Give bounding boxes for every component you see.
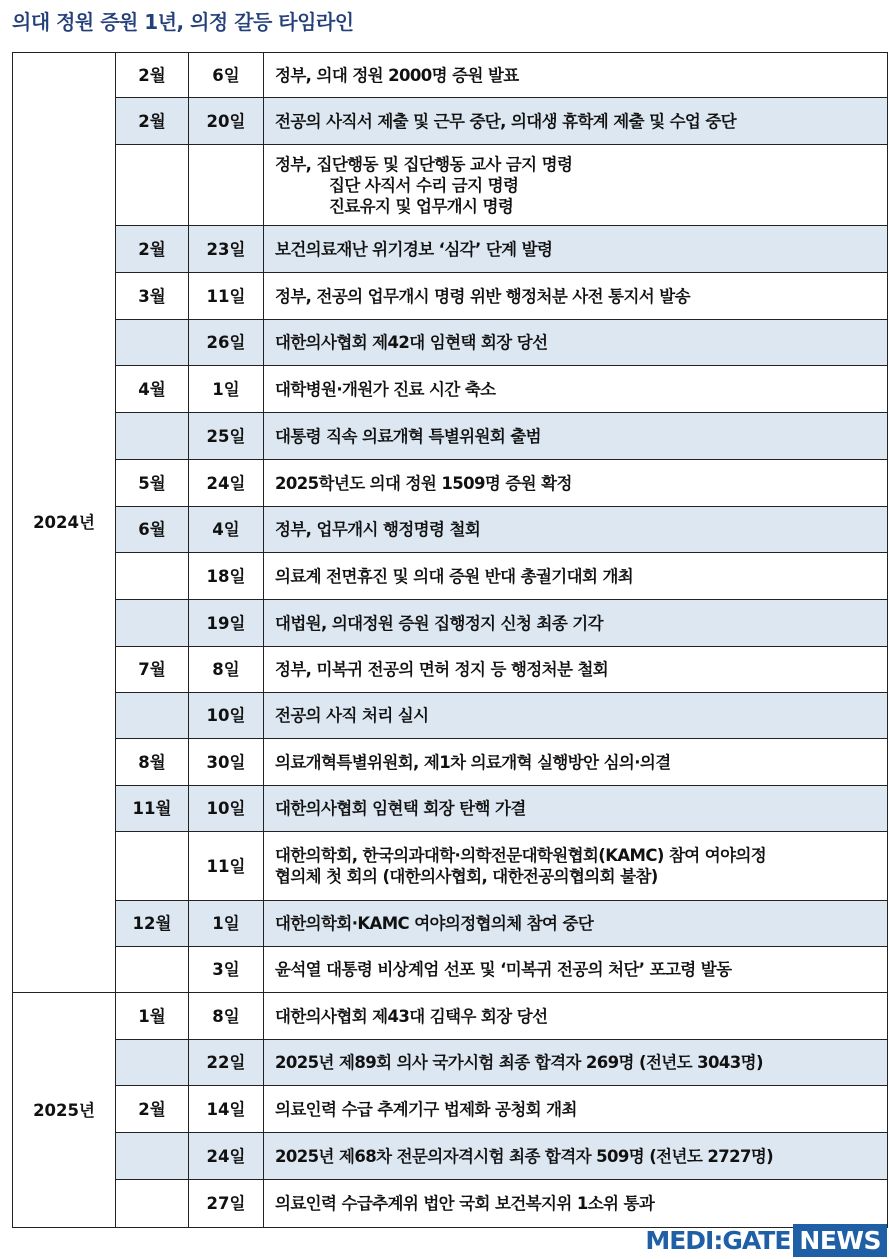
event-text: 2025년 제68차 전문의자격시험 최종 합격자 509명 (전년도 2727명) — [275, 1146, 774, 1166]
timeline-row — [13, 553, 888, 600]
event-cell — [264, 693, 888, 739]
day-cell: 19일 — [189, 600, 264, 647]
event-text: 2025학년도 의대 정원 1509명 증원 확정 — [275, 473, 572, 493]
timeline-row — [13, 739, 888, 786]
event-text: 보건의료재난 위기경보 ‘심각’ 단계 발령 — [275, 239, 553, 259]
timeline-row — [13, 366, 888, 413]
month-cell — [116, 832, 189, 901]
event-cell — [264, 993, 888, 1040]
event-text: 대통령 직속 의료개혁 특별위원회 출범 — [275, 426, 542, 446]
month-cell — [116, 1040, 189, 1086]
month-cell: 12월 — [116, 901, 189, 947]
timeline-row — [13, 693, 888, 739]
day-cell: 8일 — [189, 993, 264, 1040]
event-text: 대한의사협회 임현택 회장 탄핵 가결 — [275, 799, 526, 818]
day-cell: 18일 — [189, 553, 264, 600]
month-cell — [116, 600, 189, 647]
month-cell: 2월 — [116, 98, 189, 145]
month-cell: 5월 — [116, 460, 189, 507]
month-cell: 2월 — [116, 1086, 189, 1133]
event-text: 정부, 전공의 업무개시 명령 위반 행정처분 사전 통지서 발송 — [275, 286, 690, 306]
year-cell: 2025년 — [13, 993, 116, 1228]
timeline-row — [13, 273, 888, 320]
month-cell — [116, 145, 189, 226]
day-cell: 10일 — [189, 786, 264, 832]
event-text: 정부, 업무개시 행정명령 철회 — [275, 520, 481, 539]
event-text: 의료계 전면휴진 및 의대 증원 반대 총궐기대회 개최 — [275, 566, 634, 586]
day-cell: 6일 — [189, 53, 264, 98]
month-cell — [116, 1133, 189, 1180]
event-cell — [264, 320, 888, 366]
month-cell: 8월 — [116, 739, 189, 786]
month-cell: 7월 — [116, 647, 189, 693]
timeline-row — [13, 1086, 888, 1133]
event-cell — [264, 460, 888, 507]
timeline-row — [13, 647, 888, 693]
day-cell: 1일 — [189, 901, 264, 947]
timeline-row — [13, 145, 888, 226]
timeline-table — [12, 52, 888, 1228]
month-cell: 1월 — [116, 993, 189, 1040]
event-text: 진료유지 및 업무개시 명령 — [329, 196, 514, 216]
event-text: 2025년 제89회 의사 국가시험 최종 합격자 269명 (전년도 3043명) — [275, 1053, 763, 1072]
day-cell: 23일 — [189, 226, 264, 273]
timeline-row — [13, 413, 888, 460]
event-cell — [264, 53, 888, 98]
event-cell — [264, 366, 888, 413]
event-text: 대법원, 의대정원 증원 집행정지 신청 최종 기각 — [275, 613, 603, 633]
event-cell — [264, 832, 888, 901]
event-cell — [264, 1040, 888, 1086]
event-text: 의료개혁특별위원회, 제1차 의료개혁 실행방안 심의·의결 — [275, 752, 671, 772]
event-cell — [264, 145, 888, 226]
event-text: 대학병원·개원가 진료 시간 축소 — [275, 379, 496, 399]
day-cell — [189, 145, 264, 226]
month-cell — [116, 413, 189, 460]
day-cell: 22일 — [189, 1040, 264, 1086]
day-cell: 26일 — [189, 320, 264, 366]
event-cell — [264, 739, 888, 786]
timeline-row — [13, 832, 888, 901]
day-cell: 27일 — [189, 1180, 264, 1228]
event-cell — [264, 1133, 888, 1180]
event-cell — [264, 226, 888, 273]
event-text: 전공의 사직 처리 실시 — [275, 706, 429, 725]
page-title: 의대 정원 증원 1년, 의정 갈등 타임라인 — [12, 10, 354, 34]
day-cell: 25일 — [189, 413, 264, 460]
event-cell — [264, 1086, 888, 1133]
year-cell: 2024년 — [13, 53, 116, 993]
logo-text-medigate: MEDI:GATE — [645, 1226, 791, 1255]
day-cell: 24일 — [189, 1133, 264, 1180]
event-cell — [264, 553, 888, 600]
timeline-row — [13, 600, 888, 647]
event-text: 대한의학회·KAMC 여야의정협의체 참여 중단 — [275, 914, 594, 933]
day-cell: 3일 — [189, 947, 264, 993]
logo-text-news: NEWS — [793, 1224, 887, 1257]
timeline-row — [13, 947, 888, 993]
timeline-row — [13, 320, 888, 366]
timeline-row — [13, 226, 888, 273]
month-cell: 4월 — [116, 366, 189, 413]
timeline-row — [13, 993, 888, 1040]
month-cell: 3월 — [116, 273, 189, 320]
event-cell — [264, 98, 888, 145]
event-text: 정부, 의대 정원 2000명 증원 발표 — [275, 65, 519, 85]
event-text: 대한의사협회 제42대 임현택 회장 당선 — [275, 333, 548, 352]
month-cell — [116, 553, 189, 600]
event-cell — [264, 273, 888, 320]
day-cell: 30일 — [189, 739, 264, 786]
timeline-row — [13, 1180, 888, 1228]
month-cell: 2월 — [116, 226, 189, 273]
day-cell: 14일 — [189, 1086, 264, 1133]
timeline-row — [13, 1133, 888, 1180]
event-text: 대한의사협회 제43대 김택우 회장 당선 — [275, 1006, 548, 1026]
month-cell — [116, 947, 189, 993]
month-cell: 6월 — [116, 507, 189, 553]
month-cell — [116, 320, 189, 366]
event-text: 전공의 사직서 제출 및 근무 중단, 의대생 휴학계 제출 및 수업 중단 — [275, 111, 737, 131]
event-text: 의료인력 수급추계위 법안 국회 보건복지위 1소위 통과 — [275, 1194, 655, 1213]
timeline-row — [13, 460, 888, 507]
timeline-row — [13, 507, 888, 553]
event-text: 정부, 집단행동 및 집단행동 교사 금지 명령 — [275, 154, 573, 174]
day-cell: 11일 — [189, 273, 264, 320]
timeline-row — [13, 1040, 888, 1086]
event-cell — [264, 947, 888, 993]
event-cell — [264, 786, 888, 832]
event-text: 정부, 미복귀 전공의 면허 정지 등 행정처분 철회 — [275, 660, 609, 679]
day-cell: 20일 — [189, 98, 264, 145]
day-cell: 10일 — [189, 693, 264, 739]
medigate-news-logo — [645, 1224, 887, 1257]
timeline-row — [13, 786, 888, 832]
timeline-row — [13, 901, 888, 947]
day-cell: 4일 — [189, 507, 264, 553]
event-text: 의료인력 수급 추계기구 법제화 공청회 개최 — [275, 1099, 577, 1119]
day-cell: 24일 — [189, 460, 264, 507]
day-cell: 8일 — [189, 647, 264, 693]
event-cell — [264, 647, 888, 693]
month-cell: 2월 — [116, 53, 189, 98]
event-text: 윤석열 대통령 비상계엄 선포 및 ‘미복귀 전공의 처단’ 포고령 발동 — [275, 960, 732, 979]
event-text: 협의체 첫 회의 (대한의사협회, 대한전공의협의회 불참) — [275, 867, 658, 886]
event-text: 집단 사직서 수리 금지 명령 — [329, 175, 519, 195]
event-cell — [264, 600, 888, 647]
event-cell — [264, 901, 888, 947]
timeline-row — [13, 98, 888, 145]
month-cell — [116, 1180, 189, 1228]
timeline-row — [13, 53, 888, 98]
month-cell: 11월 — [116, 786, 189, 832]
day-cell: 11일 — [189, 832, 264, 901]
event-cell — [264, 413, 888, 460]
event-text: 대한의학회, 한국의과대학·의학전문대학원협회(KAMC) 참여 여야의정 — [275, 846, 767, 865]
event-cell — [264, 507, 888, 553]
month-cell — [116, 693, 189, 739]
event-cell — [264, 1180, 888, 1228]
day-cell: 1일 — [189, 366, 264, 413]
